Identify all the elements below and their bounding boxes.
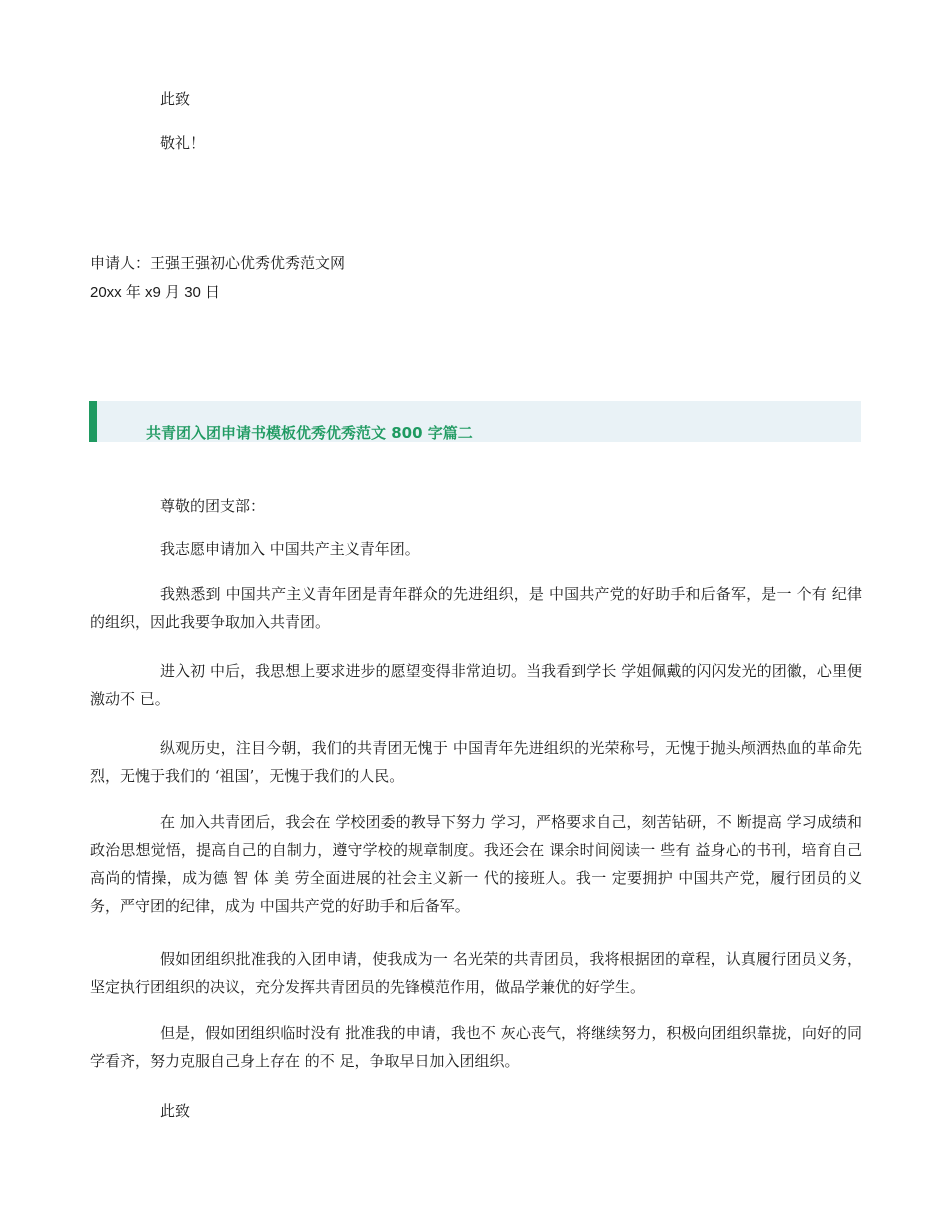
closing-ci-zhi: 此致 xyxy=(160,90,191,108)
signature-date: 20xx 年 x9 月 30 日 xyxy=(90,284,221,301)
applicant-signature: 申请人：王强王强初心优秀优秀范文网 xyxy=(90,254,346,272)
letter-paragraph-2: 我熟悉到 中国共产主义青年团是青年群众的先进组织，是 中国共产党的好助手和后备军，是一 个有 纪律的组织，因此我要争取加入共青团。 xyxy=(90,585,862,631)
letter-paragraph-1: 我志愿申请加入 中国共产主义青年团。 xyxy=(160,540,420,558)
letter-paragraph-5: 在 加入共青团后，我会在 学校团委的教导下努力 学习，严格要求自己，刻苦钻研，不 断提高 学习成绩和政治思想觉悟，提高自己的自制力，遵守学校的规章制度。我还会在 课余时间阅读一 些有 益身心的书刊，培育自己高尚的情操，成为德 智 体 美 劳全面进展的社会主义新一 代的接班人。我一 定要拥护 中国共产党，履行团员的义务，严守团的纪律，成为 中国共产党的好助手和后备军。 xyxy=(90,813,862,915)
letter-salutation: 尊敬的团支部： xyxy=(160,497,266,515)
letter-closing: 此致 xyxy=(160,1102,191,1120)
closing-jing-li: 敬礼！ xyxy=(160,134,206,152)
letter-paragraph-6: 假如团组织批准我的入团申请，使我成为一 名光荣的共青团员，我将根据团的章程，认真履行团员义务，坚定执行团组织的决议，充分发挥共青团员的先锋模范作用，做品学兼优的好学生。 xyxy=(90,950,862,996)
letter-paragraph-4: 纵观历史，注目今朝，我们的共青团无愧于 中国青年先进组织的光荣称号，无愧于抛头颅洒热血的革命先烈，无愧于我们的 ‘祖国’，无愧于我们的人民。 xyxy=(90,739,862,785)
section-heading: 共青团入团申请书模板优秀优秀范文 800 字篇二 xyxy=(146,424,473,442)
letter-paragraph-3: 进入初 中后，我思想上要求进步的愿望变得非常迫切。当我看到学长 学姐佩戴的闪闪发光的团徽，心里便激动不 已。 xyxy=(90,662,862,708)
section-heading-bar xyxy=(89,401,861,442)
heading-accent-stripe xyxy=(89,401,97,442)
letter-paragraph-7: 但是，假如团组织临时没有 批准我的申请，我也不 灰心丧气，将继续努力，积极向团组织靠拢，向好的同学看齐，努力克服自己身上存在 的不 足，争取早日加入团组织。 xyxy=(90,1024,862,1070)
